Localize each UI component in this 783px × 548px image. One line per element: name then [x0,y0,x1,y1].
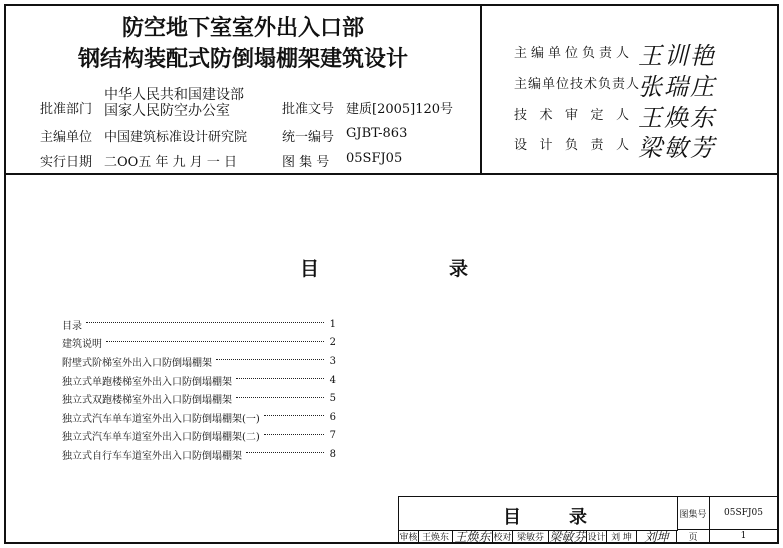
header-block [6,6,777,175]
signature-name: 王焕东 [638,104,716,132]
title-block-atlas-label: 图集号 [677,497,710,530]
toc-item-title: 目录 [62,320,82,332]
toc-item-title: 独立式汽车单车道室外出入口防倒塌棚架(二) [62,432,260,444]
table-of-contents [62,315,336,464]
unified-no-value: GJBT-863 [346,126,408,141]
toc-item[interactable] [62,371,336,390]
toc-item-page: 7 [329,430,336,442]
title-block-atlas-value: 05SFJ05 [710,497,778,530]
header-info [6,6,482,173]
title-block-title [399,497,678,531]
toc-item-page: 6 [329,411,336,423]
toc-item-page: 2 [329,337,336,349]
check-name: 梁敏芬 [513,530,549,543]
toc-leader [264,434,324,435]
approval-dept-label: 批准部门 [40,102,93,117]
signature-name: 梁敏芳 [638,134,716,162]
check-label: 校对 [493,530,513,543]
toc-item[interactable] [62,389,336,408]
atlas-no-value: 05SFJ05 [346,151,403,166]
toc-item-title: 独立式汽车单车道室外出入口防倒塌棚架(一) [62,413,260,425]
toc-item-title: 独立式双跑楼梯室外出入口防倒塌棚架 [62,395,232,407]
title-line-1: 防空地下室室外出入口部 [121,16,364,41]
toc-item-page: 3 [329,355,336,367]
signature-name: 张瑞庄 [638,73,716,101]
signature-row [514,67,716,102]
signature-row [514,128,716,163]
editor-unit-label: 主编单位 [40,130,93,145]
approval-doc-value: 建质[2005]120号 [346,102,454,117]
toc-leader [246,452,324,453]
toc-item-page: 1 [329,318,336,330]
review-name: 王焕东 [419,530,453,543]
toc-leader [236,397,324,398]
title-block [398,496,778,543]
toc-item-title: 建筑说明 [62,339,102,351]
unified-no-label: 统一编号 [282,130,335,145]
design-name: 刘 坤 [607,530,637,543]
toc-item[interactable] [62,408,336,427]
signature-label: 设计负责人 [514,138,630,153]
atlas-no-label: 图 集 号 [282,155,330,170]
design-label: 设计 [587,530,607,543]
page-value: 1 [710,530,778,543]
toc-item-page: 5 [329,393,336,405]
toc-leader [86,322,324,323]
toc-item[interactable] [62,427,336,446]
toc-leader [236,378,324,379]
signature-name: 王训艳 [638,42,716,70]
toc-heading-right: 录 [449,258,469,280]
toc-item-page: 4 [329,374,336,386]
toc-item-title: 独立式自行车车道室外出入口防倒塌棚架 [62,450,242,462]
toc-item[interactable] [62,334,336,353]
toc-item-title: 独立式单跑楼梯室外出入口防倒塌棚架 [62,376,232,388]
signature-row [514,36,716,71]
design-signature: 刘坤 [637,530,677,543]
signature-label: 主编单位负责人 [514,46,630,61]
toc-item-title: 附壁式阶梯室外出入口防倒塌棚架 [62,357,212,369]
editor-unit-value: 中国建筑标准设计研究院 [104,130,248,145]
impl-date-value: 二OO五 年 九 月 一 日 [104,155,237,170]
review-label: 审核 [399,530,419,543]
drawing-sheet [4,4,779,544]
signature-label: 主编单位技术负责人 [514,77,641,92]
toc-item[interactable] [62,352,336,371]
approval-dept-line-2: 国家人民防空办公室 [104,103,230,119]
title-block-title-left: 目 [503,507,521,528]
toc-heading-left: 目 [300,258,320,280]
title-line-2: 钢结构装配式防倒塌棚架建筑设计 [77,47,408,72]
approval-doc-label: 批准文号 [282,102,335,117]
toc-leader [264,415,324,416]
toc-leader [216,359,324,360]
approval-dept-line-1: 中华人民共和国建设部 [104,87,244,103]
review-signature: 王焕东 [453,530,493,543]
toc-item-page: 8 [329,448,336,460]
impl-date-label: 实行日期 [40,155,93,170]
toc-item[interactable] [62,445,336,464]
toc-item[interactable] [62,315,336,334]
signature-label: 技术审定人 [514,108,630,123]
check-signature: 梁敏芬 [549,529,586,544]
page-label: 页 [677,530,710,543]
toc-leader [106,341,324,342]
title-block-title-right: 录 [569,507,587,528]
